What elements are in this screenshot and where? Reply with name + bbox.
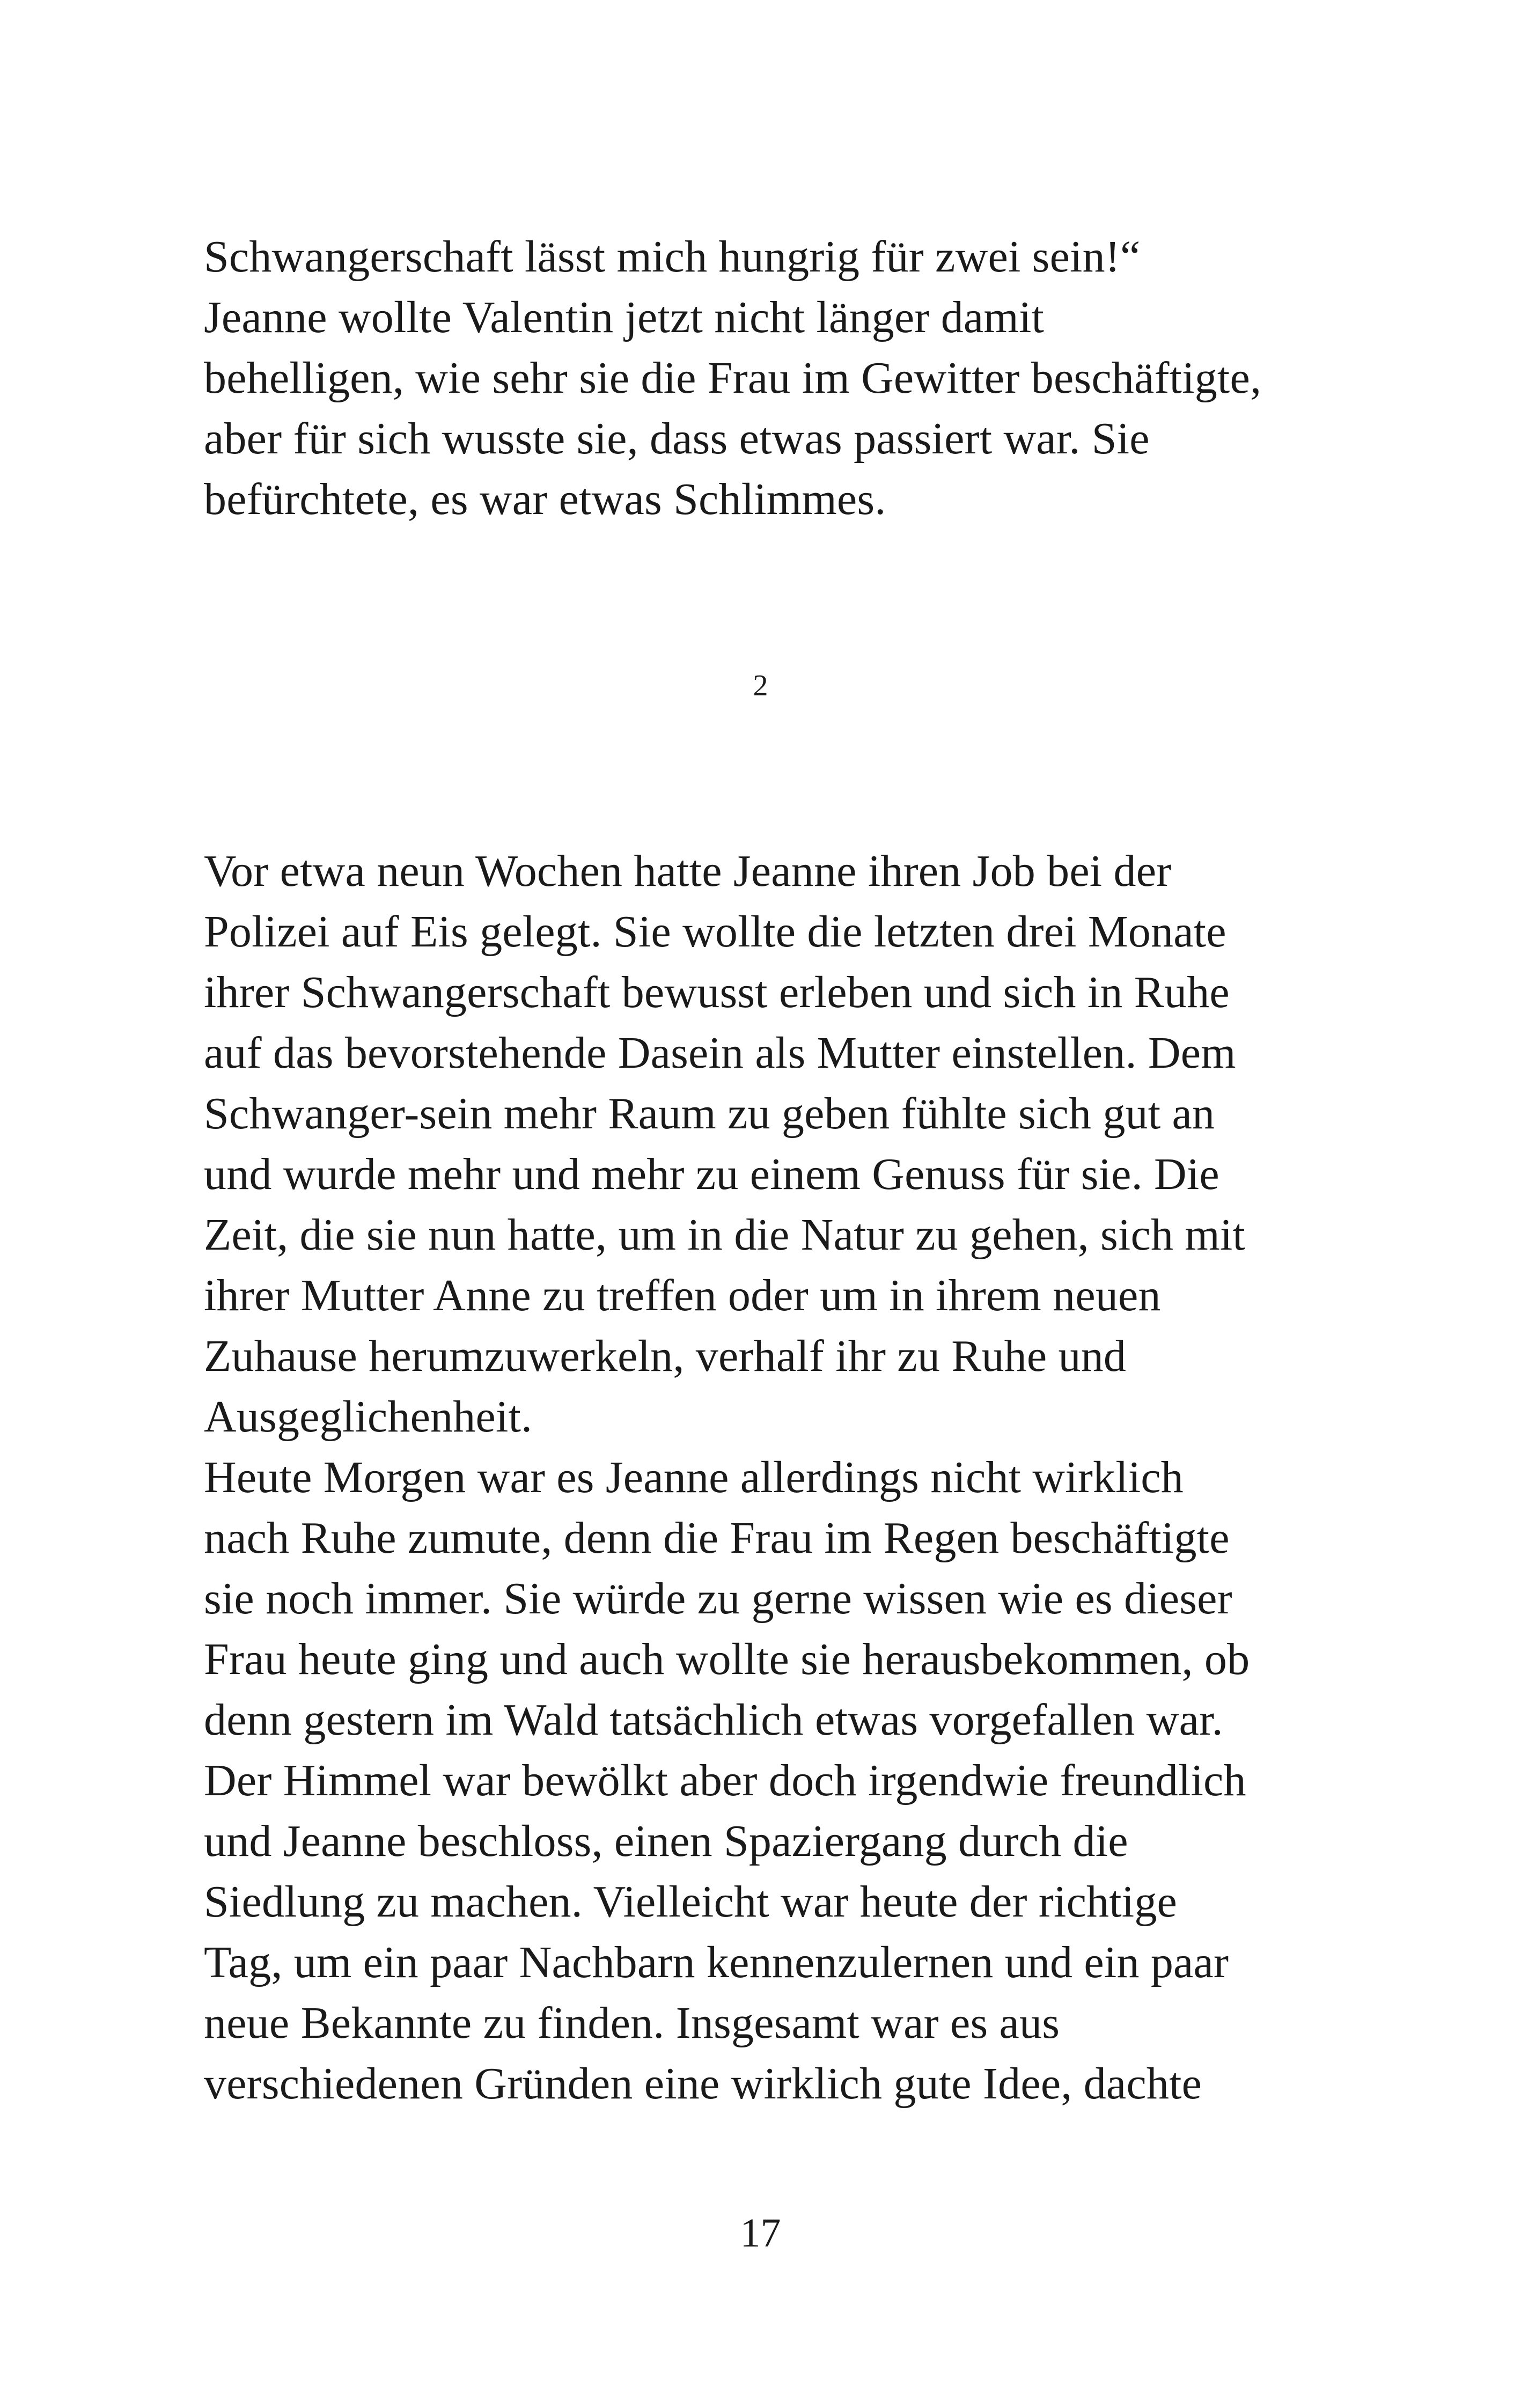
text-line: behelligen, wie sehr sie die Frau im Gewitter beschäftigte, bbox=[204, 353, 1262, 403]
text-line: Schwanger-sein mehr Raum zu geben fühlte sich gut an bbox=[204, 1089, 1215, 1139]
text-line: Frau heute ging und auch wollte sie herausbekommen, ob bbox=[204, 1634, 1250, 1684]
text-line: Tag, um ein paar Nachbarn kennenzulernen und ein paar bbox=[204, 1937, 1229, 1987]
text-line: neue Bekannte zu finden. Insgesamt war es aus bbox=[204, 1998, 1060, 2048]
text-line: Zeit, die sie nun hatte, um in die Natur zu gehen, sich mit bbox=[204, 1210, 1245, 1260]
text-line: Schwangerschaft lässt mich hungrig für zwei sein!“ bbox=[204, 232, 1141, 282]
text-line: Polizei auf Eis gelegt. Sie wollte die letzten drei Monate bbox=[204, 907, 1226, 957]
text-line: Vor etwa neun Wochen hatte Jeanne ihren Job bei der bbox=[204, 846, 1172, 896]
text-line: Jeanne wollte Valentin jetzt nicht länger damit bbox=[204, 292, 1045, 342]
text-line: Siedlung zu machen. Vielleicht war heute der richtige bbox=[204, 1877, 1178, 1927]
text-line: sie noch immer. Sie würde zu gerne wissen wie es dieser bbox=[204, 1574, 1232, 1624]
page-number: 17 bbox=[740, 2211, 781, 2256]
text-line: ihrer Mutter Anne zu treffen oder um in ihrem neuen bbox=[204, 1271, 1161, 1320]
top-paragraph bbox=[204, 226, 1320, 530]
text-line: nach Ruhe zumute, denn die Frau im Regen beschäftigte bbox=[204, 1513, 1230, 1563]
text-line: verschiedenen Gründen eine wirklich gute Idee, dachte bbox=[204, 2059, 1202, 2109]
text-line: Heute Morgen war es Jeanne allerdings nicht wirklich bbox=[204, 1452, 1184, 1502]
text-line: ihrer Schwangerschaft bewusst erleben und sich in Ruhe bbox=[204, 967, 1230, 1017]
text-line: befürchtete, es war etwas Schlimmes. bbox=[204, 474, 886, 524]
text-line: Der Himmel war bewölkt aber doch irgendwie freundlich bbox=[204, 1756, 1246, 1805]
text-line: Ausgeglichenheit. bbox=[204, 1392, 533, 1442]
text-line: und Jeanne beschloss, einen Spaziergang durch die bbox=[204, 1816, 1128, 1866]
text-line: denn gestern im Wald tatsächlich etwas vorgefallen war. bbox=[204, 1695, 1223, 1745]
text-line: auf das bevorstehende Dasein als Mutter einstellen. Dem bbox=[204, 1028, 1236, 1078]
main-text bbox=[204, 841, 1320, 2114]
chapter-number: 2 bbox=[753, 669, 768, 702]
text-line: aber für sich wusste sie, dass etwas passiert war. Sie bbox=[204, 414, 1150, 464]
text-line: Zuhause herumzuwerkeln, verhalf ihr zu Ruhe und bbox=[204, 1331, 1127, 1381]
text-line: und wurde mehr und mehr zu einem Genuss für sie. Die bbox=[204, 1149, 1219, 1199]
